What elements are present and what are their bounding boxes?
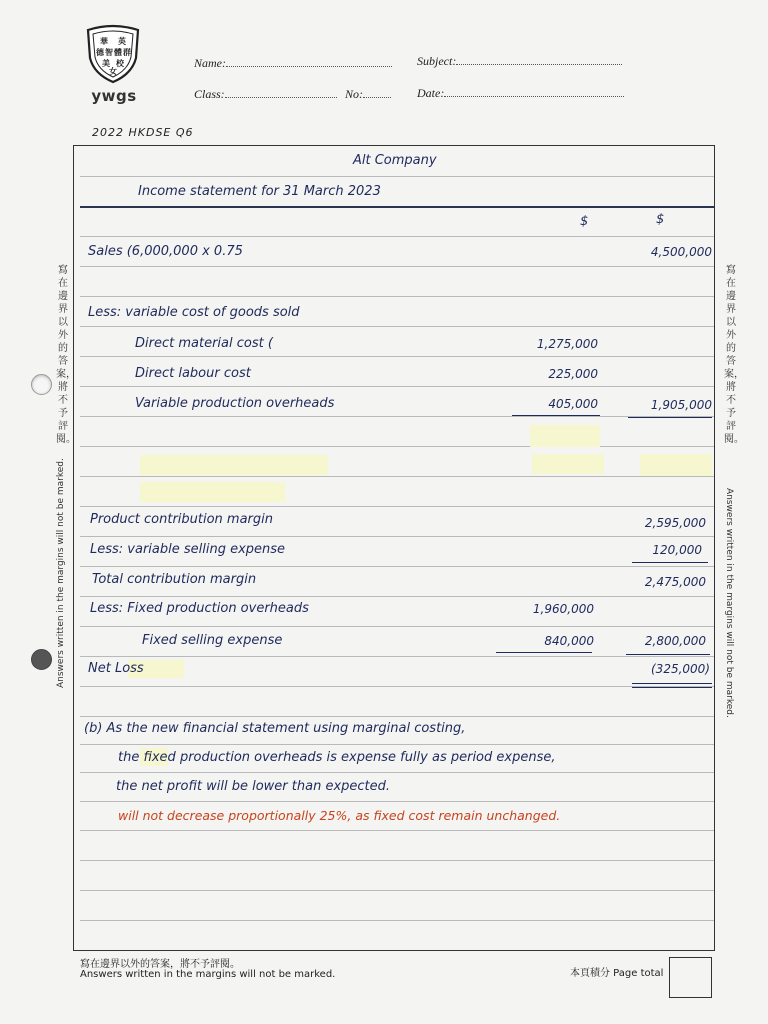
- total-contribution-margin-label: Total contribution margin: [92, 572, 257, 587]
- crest-char: 英: [118, 37, 126, 46]
- name-label: Name:: [194, 56, 226, 70]
- direct-labour-label: Direct labour cost: [135, 366, 251, 381]
- ruled-line: [80, 772, 714, 773]
- variable-production-overheads-amount: 405,000: [548, 397, 598, 411]
- product-contribution-margin-amount: 2,595,000: [644, 516, 706, 530]
- school-logo-text: ywgs: [91, 87, 137, 105]
- right-margin-notice-en: Answers written in the margins will not be marked.: [724, 488, 734, 718]
- ruled-line: [80, 686, 714, 687]
- fixed-selling-expense-label: Fixed selling expense: [142, 633, 283, 648]
- ruled-line: [80, 744, 714, 745]
- answer-b-line-1: (b) As the new financial statement using marginal costing,: [84, 721, 466, 736]
- total-contribution-margin-amount: 2,475,000: [644, 575, 706, 589]
- ruled-line: [80, 890, 714, 891]
- ruled-line: [80, 716, 714, 717]
- ruled-line: [80, 416, 714, 417]
- product-contribution-margin-label: Product contribution margin: [90, 512, 274, 527]
- crest-char: 德: [96, 48, 104, 57]
- correction-tape: [530, 425, 600, 447]
- sales-amount: 4,500,000: [650, 245, 712, 259]
- school-crest-logo: [84, 24, 142, 84]
- ruled-line: [80, 296, 714, 297]
- left-margin-notice-zh: 寫在邊界以外的答案，將不予評閱。: [56, 265, 76, 445]
- fixed-expenses-total: 2,800,000: [644, 634, 706, 648]
- variable-selling-expense-amount: 120,000: [652, 543, 702, 557]
- net-loss-label: Net Loss: [88, 661, 144, 676]
- sales-label: Sales (6,000,000 x 0.75: [88, 244, 243, 259]
- crest-char: 女: [109, 67, 117, 76]
- ruled-line: [80, 266, 714, 267]
- crest-char: 智: [105, 48, 113, 57]
- column-heading-2: $: [656, 212, 665, 227]
- statement-title: Income statement for 31 March 2023: [138, 184, 381, 199]
- ruled-line: [80, 860, 714, 861]
- ruled-line: [80, 626, 714, 627]
- answer-b-line-3: the net profit will be lower than expected.: [116, 779, 391, 794]
- ruled-line: [80, 536, 714, 537]
- column-heading-1: $: [580, 214, 589, 229]
- ruled-line: [80, 446, 714, 447]
- footer-notice-en: Answers written in the margins will not be marked.: [80, 969, 336, 980]
- ruled-line: [80, 476, 714, 477]
- crest-char: 群: [123, 48, 131, 57]
- ruled-line: [80, 566, 714, 567]
- date-field: [417, 86, 624, 101]
- variable-production-overheads-label: Variable production overheads: [135, 396, 335, 411]
- underline: [496, 652, 592, 653]
- ruled-line: [80, 236, 714, 237]
- underline: [632, 562, 708, 563]
- direct-material-label: Direct material cost (: [135, 336, 273, 351]
- subject-label: Subject:: [417, 54, 457, 68]
- no-label: No:: [345, 87, 363, 101]
- class-label: Class:: [194, 87, 225, 101]
- variable-cogs-heading: Less: variable cost of goods sold: [88, 305, 300, 320]
- ruled-line: [80, 176, 714, 177]
- binder-hole: [31, 374, 52, 395]
- left-margin-notice-en: Answers written in the margins will not be marked.: [56, 458, 66, 688]
- correction-tape: [640, 454, 712, 476]
- fixed-selling-expense-amount: 840,000: [544, 634, 594, 648]
- no-field: [345, 87, 391, 102]
- ruled-line: [80, 206, 714, 208]
- crest-char: 校: [116, 59, 124, 68]
- ruled-line: [80, 830, 714, 831]
- ruled-line: [80, 386, 714, 387]
- fixed-production-overheads-amount: 1,960,000: [532, 602, 594, 616]
- company-name: Alt Company: [353, 153, 437, 168]
- ruled-line: [80, 656, 714, 657]
- underline: [628, 417, 712, 418]
- question-reference: 2022 HKDSE Q6: [92, 126, 194, 139]
- net-loss-amount: (325,000): [651, 662, 710, 676]
- fixed-production-overheads-label: Less: Fixed production overheads: [90, 601, 309, 616]
- date-label: Date:: [417, 86, 445, 100]
- ruled-line: [80, 326, 714, 327]
- subject-field: [417, 54, 622, 69]
- crest-char: 美: [102, 59, 110, 68]
- underline: [626, 654, 710, 655]
- correction-tape: [140, 455, 328, 475]
- right-margin-notice-zh: 寫在邊界以外的答案，將不予評閱。: [724, 265, 744, 445]
- class-field: [194, 87, 337, 102]
- ruled-line: [80, 801, 714, 802]
- variable-cogs-total: 1,905,000: [650, 398, 712, 412]
- crest-char: 華: [100, 37, 108, 46]
- answer-b-correction: will not decrease proportionally 25%, as fixed cost remain unchanged.: [118, 808, 561, 823]
- binder-hole: [31, 649, 52, 670]
- crest-char: 體: [114, 48, 122, 57]
- page-total-label: 本頁積分 Page total: [570, 968, 664, 979]
- ruled-line: [80, 506, 714, 507]
- correction-tape: [140, 482, 285, 502]
- footer-notice-zh: 寫在邊界以外的答案，將不予評閱。: [80, 959, 240, 970]
- page-total-box: [669, 957, 712, 998]
- underline: [512, 415, 600, 416]
- correction-tape: [532, 454, 604, 474]
- ruled-line: [80, 596, 714, 597]
- variable-selling-expense-label: Less: variable selling expense: [90, 542, 286, 557]
- name-field: [194, 56, 392, 71]
- answer-b-line-2: the fixed production overheads is expense fully as period expense,: [118, 750, 556, 765]
- ruled-line: [80, 356, 714, 357]
- direct-material-amount: 1,275,000: [536, 337, 598, 351]
- direct-labour-amount: 225,000: [548, 367, 598, 381]
- ruled-line: [80, 920, 714, 921]
- double-underline: [632, 683, 712, 684]
- double-underline: [632, 687, 712, 688]
